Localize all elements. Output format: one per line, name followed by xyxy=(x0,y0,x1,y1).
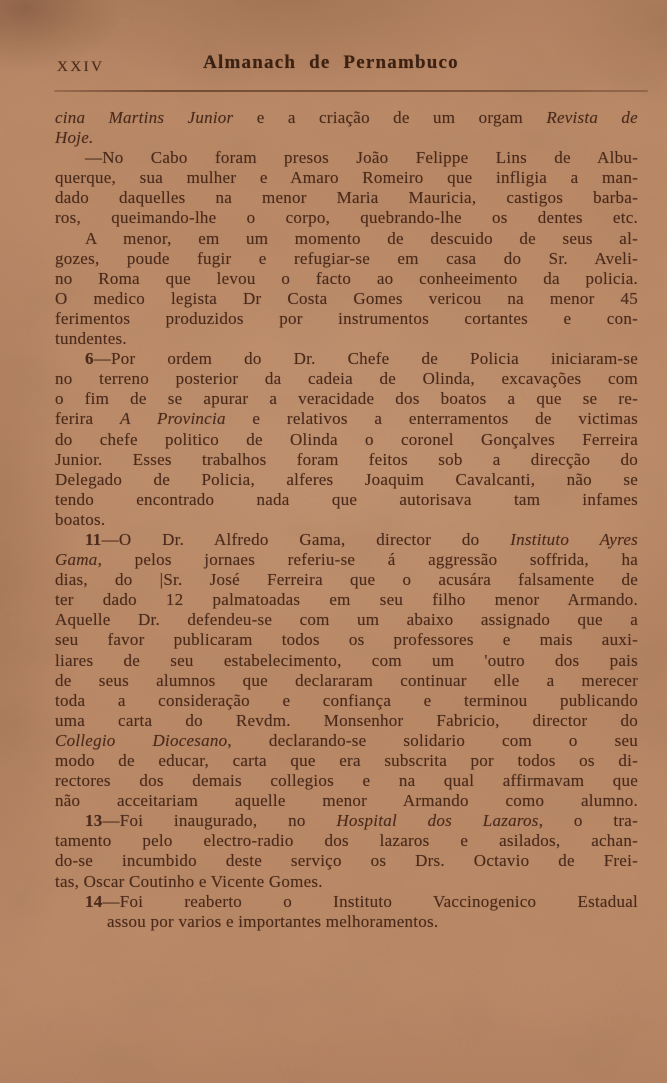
text-line xyxy=(55,691,638,711)
text-segment: liares de seu estabelecimento, com um 'outro dos pais xyxy=(55,650,638,670)
text-segment: Gama xyxy=(55,550,98,570)
text-line xyxy=(55,309,638,329)
text-line xyxy=(55,550,638,570)
text-line xyxy=(55,530,638,550)
text-line xyxy=(55,249,638,269)
text-segment: tamento pelo electro-radio dos lazaros e asilados, achan- xyxy=(55,831,638,851)
text-segment: Junior. Esses trabalhos foram feitos sob a direcção do xyxy=(55,449,638,469)
page-number: XXIV xyxy=(57,59,105,75)
text-segment: toda a consideração e confiança e terminou publicando xyxy=(55,690,638,710)
text-line xyxy=(55,771,638,791)
text-line xyxy=(55,570,638,590)
text-segment: 6 xyxy=(85,349,94,369)
text-line xyxy=(55,831,638,851)
text-line xyxy=(55,872,638,892)
text-line xyxy=(55,450,638,470)
text-segment: dias, do |Sr. José Ferreira que o acusára falsamente de xyxy=(55,570,638,590)
text-line xyxy=(55,289,638,309)
text-line xyxy=(55,269,638,289)
text-line xyxy=(55,590,638,610)
text-line xyxy=(55,510,638,530)
text-line xyxy=(55,369,638,389)
text-segment: o fim de se apurar a veracidade dos boatos a que se re- xyxy=(55,389,638,409)
text-line xyxy=(55,651,638,671)
text-line xyxy=(55,430,638,450)
text-line xyxy=(55,892,638,912)
text-line xyxy=(55,329,638,349)
text-line xyxy=(55,751,638,771)
text-segment: A Provincia xyxy=(120,409,226,429)
text-segment: 13 xyxy=(85,811,103,831)
text-line xyxy=(55,389,638,409)
text-segment: dado daquelles na menor Maria Mauricia, castigos barba- xyxy=(55,188,638,208)
text-line xyxy=(55,148,638,168)
text-segment: —Foi inaugurado, no xyxy=(102,811,337,831)
text-segment: de seus alumnos que declararam continuar elle a merecer xyxy=(55,670,638,690)
text-segment: , pelos jornaes referiu-se á aggressão soffrida, ha xyxy=(97,550,638,570)
text-segment: rectores dos demais collegios e na qual affirmavam que xyxy=(55,771,638,791)
text-segment: , o tra- xyxy=(538,811,638,831)
body-text xyxy=(55,108,638,932)
text-segment: tundentes. xyxy=(55,329,127,349)
text-segment: gozes, poude fugir e refugiar-se em casa do Sr. Aveli- xyxy=(55,248,638,268)
text-line xyxy=(55,208,638,228)
text-segment: , declarando-se solidario com o seu xyxy=(227,730,638,750)
text-line xyxy=(55,128,638,148)
text-line xyxy=(55,630,638,650)
text-segment: ferira xyxy=(55,409,121,429)
text-segment: Aquelle Dr. defendeu-se com um abaixo assignado que a xyxy=(55,610,638,630)
text-segment: seu favor publicaram todos os professores e mais auxi- xyxy=(55,630,638,650)
text-segment: —Foi reaberto o Instituto Vaccinogenico Estadual xyxy=(102,891,638,911)
text-segment: O medico legista Dr Costa Gomes vericou na menor 45 xyxy=(55,288,638,308)
text-line xyxy=(55,671,638,691)
text-segment: assou por varios e importantes melhoramentos. xyxy=(107,911,439,931)
text-segment: cina Martins Junior xyxy=(55,108,234,127)
text-line xyxy=(55,349,638,369)
text-line xyxy=(55,229,638,249)
text-segment: Hospital dos Lazaros xyxy=(336,811,539,831)
text-segment: modo de educar, carta que era subscrita por todos os di- xyxy=(55,751,638,770)
text-segment: tas, Oscar Coutinho e Vicente Gomes. xyxy=(55,871,323,891)
text-segment: ros, queimando-lhe o corpo, quebrando-lhe os dentes etc. xyxy=(55,208,638,228)
text-line xyxy=(55,490,638,510)
text-segment: e a criação de um orgam xyxy=(233,108,547,127)
text-line xyxy=(55,188,638,208)
text-segment: —No Cabo foram presos João Felippe Lins de Albu- xyxy=(85,148,638,168)
text-segment: não acceitariam aquelle menor Armando como alumno. xyxy=(55,791,638,811)
text-line xyxy=(55,470,638,490)
text-segment: ferimentos produzidos por instrumentos cortantes e con- xyxy=(55,308,638,328)
text-line xyxy=(55,791,638,811)
text-line xyxy=(55,610,638,630)
text-segment: no Roma que levou o facto ao conheeimento da policia. xyxy=(55,268,638,288)
text-segment: tendo encontrado nada que autorisava tam infames xyxy=(55,489,638,509)
text-segment: no terreno posterior da cadeia de Olinda, excavações com xyxy=(55,369,638,389)
text-line xyxy=(55,711,638,731)
text-line xyxy=(55,168,638,188)
text-line xyxy=(55,409,638,429)
text-segment: do-se incumbido deste serviço os Drs. Octavio de Frei- xyxy=(55,851,638,871)
text-line xyxy=(55,912,638,932)
text-segment: uma carta do Revdm. Monsenhor Fabricio, director do xyxy=(55,710,638,730)
text-segment: A menor, em um momento de descuido de seus al- xyxy=(85,228,638,248)
text-line xyxy=(55,851,638,871)
text-segment: Hoje. xyxy=(55,128,94,148)
text-line xyxy=(55,108,638,128)
text-segment: —Por ordem do Dr. Chefe de Policia iniciaram-se xyxy=(93,349,638,369)
text-segment: Revista de xyxy=(546,108,638,127)
text-segment: boatos. xyxy=(55,509,106,529)
text-segment: —O Dr. Alfredo Gama, director do xyxy=(101,529,511,549)
text-segment: Delegado de Policia, alferes Joaquim Cavalcanti, não se xyxy=(55,469,638,489)
text-segment: querque, sua mulher e Amaro Romeiro que infligia a man- xyxy=(55,168,638,188)
text-segment: ter dado 12 palmatoadas em seu filho menor Armando. xyxy=(55,590,638,610)
text-segment: Instituto Ayres xyxy=(510,529,638,549)
text-segment: e relativos a enterramentos de victimas xyxy=(225,409,639,429)
text-line xyxy=(55,811,638,831)
text-segment: 14 xyxy=(85,891,103,911)
text-segment: 11 xyxy=(85,529,102,549)
header-rule xyxy=(54,90,648,92)
text-segment: do chefe politico de Olinda o coronel Gonçalves Ferreira xyxy=(55,429,638,449)
page-title: Almanach de Pernambuco xyxy=(203,52,459,73)
text-segment: Collegio Diocesano xyxy=(55,730,228,750)
text-line xyxy=(55,731,638,751)
